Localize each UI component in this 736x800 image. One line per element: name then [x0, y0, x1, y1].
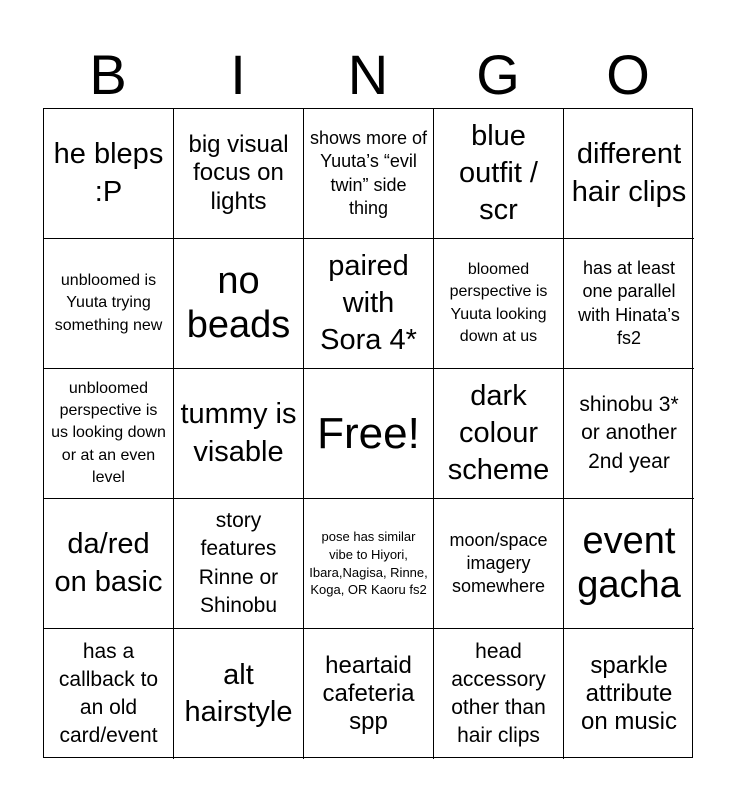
header-letter-i: I: [230, 43, 246, 106]
bingo-cell[interactable]: [174, 499, 304, 629]
bingo-cell[interactable]: [434, 109, 564, 239]
cell-text: different hair clips: [571, 138, 687, 208]
bingo-cell[interactable]: [44, 499, 174, 629]
cell-text: unbloomed is Yuuta trying something new: [54, 271, 163, 334]
bingo-cell[interactable]: [44, 629, 174, 759]
bingo-board: [43, 108, 693, 758]
bingo-cell[interactable]: [174, 109, 304, 239]
cell-text: head accessory other than hair clips: [451, 639, 546, 748]
bingo-cell[interactable]: [304, 109, 434, 239]
bingo-cell[interactable]: [434, 499, 564, 629]
bingo-cell[interactable]: [304, 629, 434, 759]
cell-text: shows more of Yuuta’s “evil twin” side thing: [309, 128, 428, 218]
cell-text: has at least one parallel with Hinata’s fs2: [578, 258, 680, 348]
cell-text: shinobu 3* or another 2nd year: [579, 393, 679, 473]
cell-text: sparkle attribute on music: [580, 651, 678, 736]
cell-text: unbloomed perspective is us looking down or at an even level: [51, 379, 166, 487]
bingo-cell[interactable]: [564, 629, 694, 759]
bingo-cell[interactable]: [174, 369, 304, 499]
free-space-text: Free!: [317, 408, 420, 458]
cell-text: heartaid cafeteria spp: [322, 651, 415, 736]
cell-text: no beads: [186, 260, 291, 346]
bingo-cell[interactable]: [434, 239, 564, 369]
bingo-cell[interactable]: [304, 499, 434, 629]
cell-text: event gacha: [577, 520, 681, 606]
bingo-cell[interactable]: [174, 629, 304, 759]
bingo-cell[interactable]: [564, 369, 694, 499]
cell-text: dark colour scheme: [447, 379, 550, 487]
bingo-cell[interactable]: [434, 629, 564, 759]
bingo-cell[interactable]: [44, 109, 174, 239]
cell-text: story features Rinne or Shinobu: [198, 509, 279, 617]
bingo-cell[interactable]: [564, 239, 694, 369]
bingo-cell[interactable]: [564, 109, 694, 239]
bingo-cell[interactable]: [564, 499, 694, 629]
cell-text: paired with Sora 4*: [320, 249, 417, 357]
header-letter-g: G: [476, 43, 520, 106]
bingo-cell free-space[interactable]: [304, 369, 434, 499]
cell-text: moon/space imagery somewhere: [449, 529, 548, 597]
bingo-cell[interactable]: [44, 369, 174, 499]
cell-text: big visual focus on lights: [188, 131, 289, 215]
bingo-cell[interactable]: [44, 239, 174, 369]
bingo-header: [43, 40, 693, 110]
header-letter-n: N: [347, 43, 389, 106]
cell-text: has a callback to an old card/event: [58, 639, 159, 748]
bingo-cell[interactable]: [174, 239, 304, 369]
header-letter-o: O: [606, 43, 650, 106]
cell-text: blue outfit / scr: [459, 119, 538, 227]
bingo-cell[interactable]: [304, 239, 434, 369]
cell-text: tummy is visable: [180, 398, 297, 468]
cell-text: da/red on basic: [54, 528, 163, 598]
cell-text: pose has similar vibe to Hiyori, Ibara,Nagisa, Rinne, Koga, OR Kaoru fs2: [309, 528, 428, 598]
header-letter-b: B: [89, 43, 127, 106]
cell-text: he bleps :P: [53, 138, 164, 208]
bingo-cell[interactable]: [434, 369, 564, 499]
cell-text: bloomed perspective is Yuuta looking down at us: [449, 260, 548, 345]
cell-text: alt hairstyle: [184, 658, 293, 728]
